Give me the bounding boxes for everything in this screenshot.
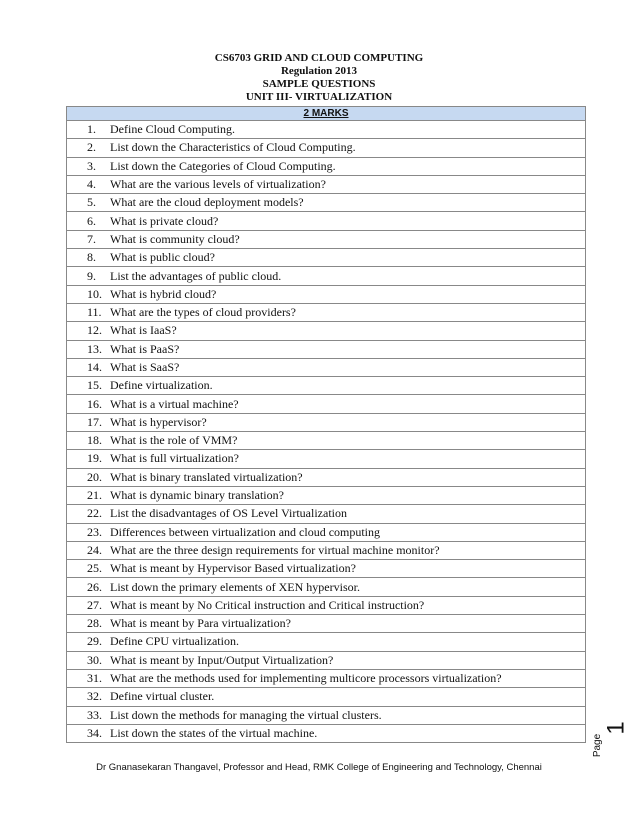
question-text: What are the various levels of virtualization? — [110, 177, 326, 192]
question-text: What is meant by Para virtualization? — [110, 616, 291, 631]
question-cell — [67, 505, 586, 523]
question-cell — [67, 230, 586, 248]
question-number: 9. — [87, 268, 96, 283]
question-cell — [67, 358, 586, 376]
question-cell — [67, 395, 586, 413]
question-cell — [67, 249, 586, 267]
question-cell — [67, 651, 586, 669]
question-number: 34. — [87, 725, 102, 740]
question-text: What are the methods used for implementing multicore processors virtualization? — [110, 671, 502, 686]
table-row — [67, 377, 586, 395]
question-cell — [67, 303, 586, 321]
table-heading: 2 MARKS — [67, 107, 586, 121]
question-number: 14. — [87, 360, 102, 374]
question-number: 7. — [87, 231, 96, 246]
question-text: What is SaaS? — [110, 360, 180, 374]
question-text: What is PaaS? — [110, 341, 180, 356]
regulation: Regulation 2013 — [280, 65, 358, 77]
footer-author: Dr Gnanasekaran Thangavel, Professor and Head, RMK College of Engineering and Technology, Chennai — [96, 762, 542, 773]
question-text: What is full virtualization? — [110, 451, 239, 466]
table-row — [67, 139, 586, 157]
question-number: 8. — [87, 250, 96, 265]
page-word: Page — [592, 733, 604, 758]
question-number: 17. — [87, 414, 102, 429]
question-text: Define virtualization. — [110, 378, 213, 393]
question-number: 22. — [87, 506, 102, 521]
table-row — [67, 157, 586, 175]
table-row — [67, 450, 586, 468]
table-row — [67, 523, 586, 541]
question-cell — [67, 523, 586, 541]
question-number: 30. — [87, 652, 102, 667]
question-cell — [67, 486, 586, 504]
question-number: 23. — [87, 524, 102, 539]
page-number-label — [592, 712, 632, 762]
question-number: 16. — [87, 396, 102, 411]
table-row — [67, 724, 586, 742]
question-cell — [67, 212, 586, 230]
question-cell — [67, 340, 586, 358]
question-cell — [67, 468, 586, 486]
table-row — [67, 486, 586, 504]
table-row — [67, 633, 586, 651]
question-number: 19. — [87, 451, 102, 466]
table-row — [67, 541, 586, 559]
question-cell — [67, 669, 586, 687]
question-text: Differences between virtualization and cloud computing — [110, 524, 381, 539]
document-header — [0, 52, 638, 104]
question-number: 32. — [87, 689, 102, 704]
table-row — [67, 706, 586, 724]
table-row — [67, 413, 586, 431]
table-row — [67, 432, 586, 450]
question-number: 31. — [87, 671, 102, 686]
question-text: Define Cloud Computing. — [110, 122, 235, 137]
question-number: 13. — [87, 341, 102, 356]
question-number: 20. — [87, 469, 102, 484]
questions-body — [67, 121, 586, 743]
question-text: What are the types of cloud providers? — [110, 305, 296, 320]
question-text: List the disadvantages of OS Level Virtualization — [110, 506, 347, 521]
question-cell — [67, 194, 586, 212]
question-cell — [67, 578, 586, 596]
table-row — [67, 669, 586, 687]
unit-title: UNIT III- VIRTUALIZATION — [245, 91, 393, 103]
question-number: 12. — [87, 323, 102, 338]
question-cell — [67, 706, 586, 724]
question-text: What is binary translated virtualization? — [110, 469, 303, 484]
question-number: 26. — [87, 579, 102, 594]
question-number: 15. — [87, 378, 102, 393]
question-cell — [67, 688, 586, 706]
page-number: 1 — [602, 721, 630, 735]
table-row — [67, 596, 586, 614]
table-row — [67, 395, 586, 413]
question-text: What is public cloud? — [110, 250, 215, 265]
question-number: 11. — [87, 305, 102, 320]
table-row — [67, 267, 586, 285]
question-cell — [67, 139, 586, 157]
question-text: What is hybrid cloud? — [110, 286, 217, 301]
question-number: 2. — [87, 140, 96, 155]
question-number: 10. — [87, 286, 102, 301]
question-text: Define CPU virtualization. — [110, 634, 239, 649]
question-cell — [67, 413, 586, 431]
question-cell — [67, 560, 586, 578]
question-text: List the advantages of public cloud. — [110, 268, 282, 283]
question-number: 6. — [87, 213, 96, 228]
question-cell — [67, 450, 586, 468]
question-number: 3. — [87, 158, 96, 173]
question-number: 33. — [87, 707, 102, 722]
question-cell — [67, 724, 586, 742]
question-text: What is private cloud? — [110, 213, 219, 228]
table-row — [67, 505, 586, 523]
question-text: What is hypervisor? — [110, 414, 207, 429]
question-text: What is the role of VMM? — [110, 433, 238, 448]
question-cell — [67, 596, 586, 614]
question-number: 27. — [87, 597, 102, 612]
question-text: List down the methods for managing the virtual clusters. — [110, 707, 382, 722]
table-row — [67, 249, 586, 267]
question-text: List down the Categories of Cloud Computing. — [110, 158, 336, 173]
question-text: What is dynamic binary translation? — [110, 488, 284, 503]
table-row — [67, 230, 586, 248]
question-number: 4. — [87, 177, 96, 192]
question-cell — [67, 267, 586, 285]
course-title: CS6703 GRID AND CLOUD COMPUTING — [214, 52, 424, 64]
question-text: What is meant by Input/Output Virtualization? — [110, 652, 334, 667]
question-number: 21. — [87, 488, 102, 503]
question-cell — [67, 121, 586, 139]
table-row — [67, 688, 586, 706]
question-text: What is meant by No Critical instruction and Critical instruction? — [110, 597, 425, 612]
table-row — [67, 340, 586, 358]
table-row — [67, 468, 586, 486]
question-text: What is IaaS? — [110, 323, 177, 338]
table-row — [67, 121, 586, 139]
question-text: What is community cloud? — [110, 231, 240, 246]
question-text: List down the states of the virtual machine. — [110, 725, 318, 740]
table-row — [67, 285, 586, 303]
question-text: What is a virtual machine? — [110, 396, 239, 411]
table-row — [67, 212, 586, 230]
question-cell — [67, 175, 586, 193]
question-cell — [67, 285, 586, 303]
question-text: List down the Characteristics of Cloud Computing. — [110, 140, 356, 155]
question-number: 28. — [87, 616, 102, 631]
table-row — [67, 303, 586, 321]
question-cell — [67, 377, 586, 395]
question-number: 5. — [87, 195, 96, 210]
question-cell — [67, 157, 586, 175]
question-number: 29. — [87, 634, 102, 649]
table-row — [67, 578, 586, 596]
question-text: What are the three design requirements for virtual machine monitor? — [110, 542, 440, 557]
question-number: 24. — [87, 542, 102, 557]
table-row — [67, 358, 586, 376]
question-cell — [67, 633, 586, 651]
questions-table — [66, 106, 586, 743]
question-number: 18. — [87, 433, 102, 448]
question-cell — [67, 322, 586, 340]
question-cell — [67, 541, 586, 559]
table-row — [67, 322, 586, 340]
question-cell — [67, 432, 586, 450]
question-text: Define virtual cluster. — [110, 689, 215, 704]
table-row — [67, 615, 586, 633]
question-cell — [67, 615, 586, 633]
question-number: 1. — [87, 122, 96, 137]
question-text: What are the cloud deployment models? — [110, 195, 304, 210]
question-text: What is meant by Hypervisor Based virtualization? — [110, 561, 356, 576]
doc-type: SAMPLE QUESTIONS — [262, 78, 376, 90]
question-number: 25. — [87, 561, 102, 576]
table-row — [67, 194, 586, 212]
table-row — [67, 560, 586, 578]
question-text: List down the primary elements of XEN hypervisor. — [110, 579, 360, 594]
table-row — [67, 651, 586, 669]
table-row — [67, 175, 586, 193]
